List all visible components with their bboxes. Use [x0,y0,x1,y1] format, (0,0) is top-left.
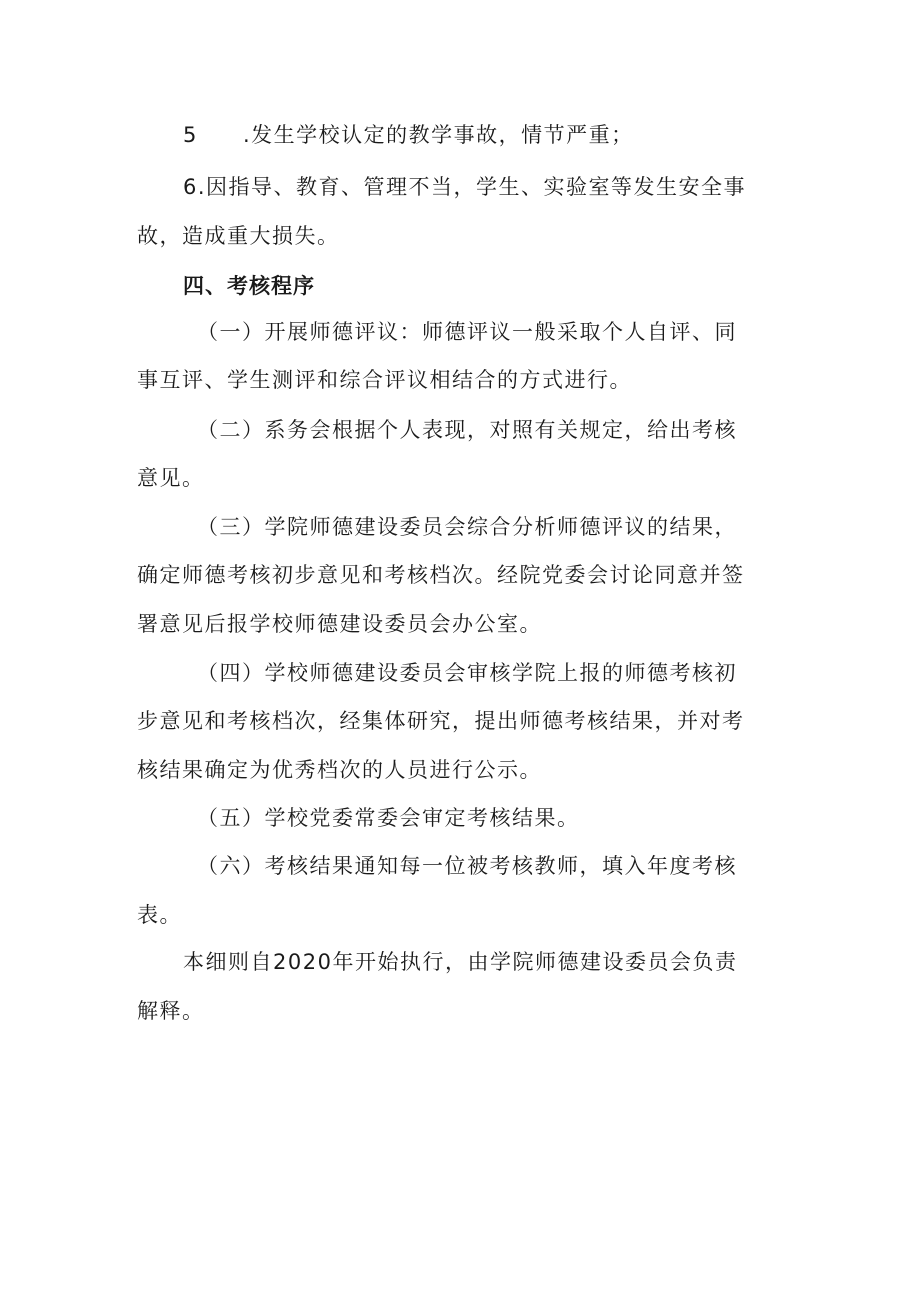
item-5-text: .发生学校认定的教学事故，情节严重； [243,123,634,147]
closing-line-2: 解释。 [137,999,205,1023]
procedure-6-line-2: 表。 [137,903,182,927]
procedure-3-line-1: （三）学院师德建设委员会综合分析师德评议的结果， [197,515,737,539]
procedure-2-line-2: 意见。 [137,466,205,490]
procedure-4-line-3: 核结果确定为优秀档次的人员进行公示。 [137,758,542,782]
item-6-line-2: 故，造成重大损失。 [137,224,340,248]
procedure-4-line-1: （四）学校师德建设委员会审核学院上报的师德考核初 [197,661,737,685]
item-5-number: 5 [183,123,197,147]
procedure-2-line-1: （二）系务会根据个人表现，对照有关规定，给出考核 [197,418,737,442]
closing-line-1: 本细则自2020年开始执行，由学院师德建设委员会负责 [183,950,738,974]
item-6-line-1: 6.因指导、教育、管理不当，学生、实验室等发生安全事 [183,175,747,199]
procedure-6-line-1: （六）考核结果通知每一位被考核教师，填入年度考核 [197,854,737,878]
procedure-3-line-3: 署意见后报学校师德建设委员会办公室。 [137,612,542,636]
section-4-heading: 四、考核程序 [183,274,315,298]
procedure-1-line-2: 事互评、学生测评和综合评议相结合的方式进行。 [137,368,632,392]
procedure-1-line-1: （一）开展师德评议：师德评议一般采取个人自评、同 [197,320,737,344]
procedure-4-line-2: 步意见和考核档次，经集体研究，提出师德考核结果，并对考 [137,709,745,733]
procedure-5-line-1: （五）学校党委常委会审定考核结果。 [197,806,580,830]
procedure-3-line-2: 确定师德考核初步意见和考核档次。经院党委会讨论同意并签 [137,563,745,587]
